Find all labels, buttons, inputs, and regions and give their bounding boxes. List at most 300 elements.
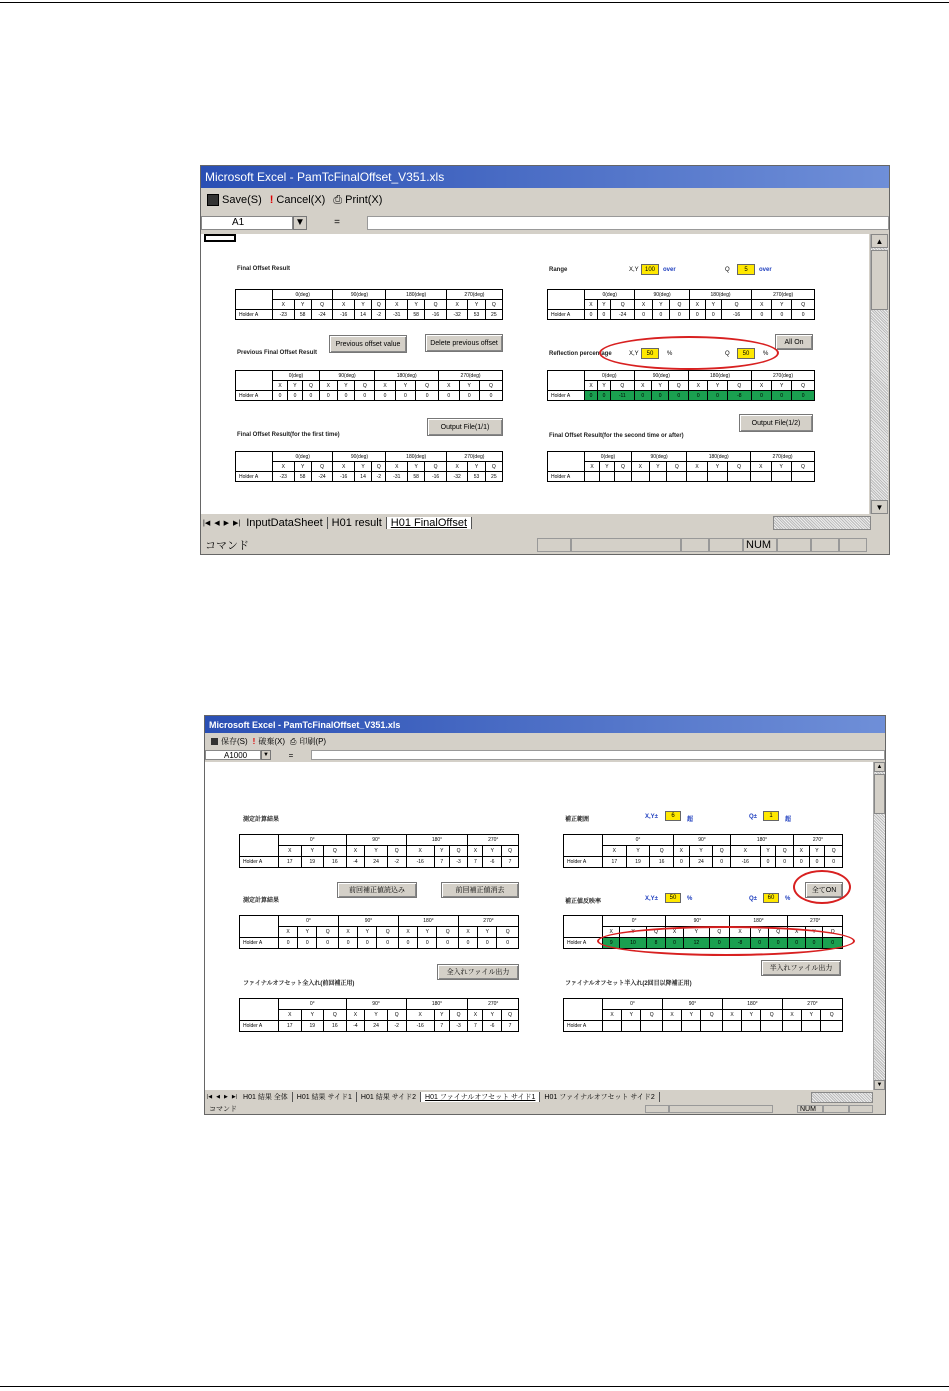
- value-cell[interactable]: 0: [598, 391, 611, 401]
- value-cell[interactable]: [599, 472, 614, 482]
- value-cell[interactable]: [728, 472, 751, 482]
- output-file-1-button[interactable]: Output File(1/1): [427, 418, 503, 436]
- sheet-tab-active[interactable]: H01 ファイナルオフセット サイド1: [421, 1092, 540, 1102]
- angle-header: 270°: [468, 835, 519, 846]
- value-cell[interactable]: 0: [708, 391, 727, 401]
- axis-header: Q: [372, 462, 386, 472]
- value-cell[interactable]: [782, 1021, 801, 1032]
- value-cell[interactable]: 0: [652, 310, 669, 320]
- value-cell[interactable]: 0: [437, 938, 459, 949]
- refl-q-input[interactable]: 50: [737, 348, 755, 359]
- sheet-tab-bar: [205, 1091, 885, 1102]
- value-cell[interactable]: [662, 1021, 681, 1032]
- value-cell[interactable]: 17: [279, 857, 302, 868]
- angle-header: 0°: [603, 999, 663, 1010]
- save-button[interactable]: [207, 194, 262, 206]
- value-cell[interactable]: 0: [395, 391, 415, 401]
- sheet-tab[interactable]: H01 結果 サイド1: [293, 1092, 357, 1102]
- angle-header: 270°: [458, 916, 518, 927]
- value-cell[interactable]: 0: [479, 391, 502, 401]
- value-cell[interactable]: 0: [634, 391, 651, 401]
- refl-xy-label: X,Y±: [645, 896, 658, 902]
- value-cell[interactable]: 12: [683, 938, 709, 949]
- value-cell[interactable]: -16: [333, 472, 355, 482]
- status-bar: [201, 536, 889, 554]
- cancel-label: Cancel(X): [276, 194, 326, 206]
- angle-header: 0°: [279, 835, 347, 846]
- value-cell[interactable]: 24: [689, 857, 713, 868]
- axis-header: Y: [705, 300, 721, 310]
- value-cell[interactable]: 0: [585, 391, 598, 401]
- formula-bar: [205, 749, 885, 761]
- axis-header: X: [687, 462, 707, 472]
- tab-nav-first-icon[interactable]: |◀: [207, 1093, 213, 1100]
- row-label: Holder A: [564, 938, 603, 949]
- value-cell[interactable]: [631, 472, 649, 482]
- value-cell[interactable]: 0: [459, 391, 479, 401]
- value-cell[interactable]: -3: [449, 1021, 468, 1032]
- value-cell[interactable]: -2: [387, 1021, 406, 1032]
- value-cell[interactable]: 0: [669, 391, 689, 401]
- scroll-thumb[interactable]: [871, 250, 888, 310]
- value-cell[interactable]: [667, 472, 687, 482]
- previous-offset-table: [239, 915, 519, 949]
- value-cell[interactable]: -16: [721, 310, 751, 320]
- value-cell[interactable]: -31: [386, 472, 408, 482]
- value-cell[interactable]: 7: [434, 1021, 449, 1032]
- value-cell[interactable]: 0: [776, 857, 794, 868]
- value-cell[interactable]: -2: [372, 310, 386, 320]
- value-cell[interactable]: 25: [485, 310, 502, 320]
- value-cell[interactable]: 0: [752, 310, 772, 320]
- sheet-tab[interactable]: H01 ファイナルオフセット サイド2: [540, 1092, 659, 1102]
- axis-header: Q: [792, 381, 815, 391]
- value-cell[interactable]: 9: [603, 938, 620, 949]
- value-cell[interactable]: [791, 472, 814, 482]
- value-cell[interactable]: 0: [788, 938, 805, 949]
- angle-header: 0(deg): [273, 290, 333, 300]
- value-cell[interactable]: 7: [434, 857, 449, 868]
- axis-header: Q: [646, 927, 666, 938]
- status-num-indicator: NUM: [797, 1105, 823, 1113]
- value-cell[interactable]: 0: [302, 391, 319, 401]
- print-button[interactable]: [333, 194, 382, 207]
- worksheet-area[interactable]: [201, 234, 869, 514]
- angle-header: 90°: [662, 999, 722, 1010]
- value-cell[interactable]: 0: [337, 391, 355, 401]
- range-q-unit: over: [759, 267, 772, 273]
- value-cell[interactable]: -2: [387, 857, 406, 868]
- sheet-tab[interactable]: H01 結果 全体: [239, 1092, 293, 1102]
- angle-header: 0(deg): [585, 371, 635, 381]
- value-cell[interactable]: 0: [713, 857, 731, 868]
- value-cell[interactable]: [742, 1021, 761, 1032]
- value-cell[interactable]: [614, 472, 631, 482]
- value-cell[interactable]: -4: [346, 1021, 365, 1032]
- value-cell[interactable]: 24: [365, 857, 388, 868]
- second-time-table: [563, 998, 843, 1032]
- value-cell[interactable]: 0: [674, 857, 690, 868]
- axis-header: Y: [751, 927, 768, 938]
- value-cell[interactable]: [641, 1021, 663, 1032]
- angle-header: 90°: [674, 835, 731, 846]
- value-cell[interactable]: 17: [603, 857, 627, 868]
- value-cell[interactable]: -23: [273, 472, 295, 482]
- value-cell[interactable]: 16: [324, 1021, 347, 1032]
- value-cell[interactable]: 58: [408, 310, 425, 320]
- tab-nav-prev-icon[interactable]: ◀: [216, 1093, 221, 1100]
- axis-header: Q: [449, 1010, 468, 1021]
- value-cell[interactable]: 0: [317, 938, 339, 949]
- value-cell[interactable]: -4: [346, 857, 365, 868]
- delete-previous-button[interactable]: 前回補正値消去: [441, 882, 519, 898]
- scroll-up-icon[interactable]: ▲: [871, 234, 888, 248]
- value-cell[interactable]: 58: [294, 310, 311, 320]
- value-cell[interactable]: 0: [760, 857, 776, 868]
- value-cell[interactable]: 0: [751, 938, 768, 949]
- previous-offset-button[interactable]: 前回補正値読込み: [337, 882, 417, 898]
- value-cell[interactable]: 0: [279, 938, 298, 949]
- axis-header: Q: [311, 462, 333, 472]
- status-cell: [571, 538, 681, 552]
- status-cell: [537, 538, 571, 552]
- cancel-button[interactable]: [253, 736, 285, 747]
- value-cell[interactable]: -16: [730, 857, 760, 868]
- value-cell[interactable]: -16: [333, 310, 355, 320]
- axis-header: Y: [742, 1010, 761, 1021]
- value-cell[interactable]: 0: [458, 938, 477, 949]
- value-cell[interactable]: 16: [650, 857, 674, 868]
- angle-header: 90(deg): [319, 371, 374, 381]
- first-time-title: Final Offset Result(for the first time): [237, 432, 340, 438]
- axis-header: Y: [689, 846, 713, 857]
- sheet-tab[interactable]: H01 result: [328, 517, 387, 529]
- row-label: Holder A: [564, 857, 603, 868]
- axis-header: Q: [485, 462, 502, 472]
- value-cell[interactable]: 14: [354, 310, 371, 320]
- formula-input[interactable]: [311, 750, 885, 760]
- axis-header: X: [782, 1010, 801, 1021]
- value-cell[interactable]: [603, 1021, 622, 1032]
- value-cell[interactable]: 0: [273, 391, 288, 401]
- value-cell[interactable]: [707, 472, 727, 482]
- value-cell[interactable]: 0: [375, 391, 395, 401]
- axis-header: Q: [761, 1010, 783, 1021]
- axis-header: X: [446, 300, 468, 310]
- value-cell[interactable]: -31: [386, 310, 408, 320]
- value-cell[interactable]: 0: [377, 938, 399, 949]
- value-cell[interactable]: -16: [406, 857, 434, 868]
- value-cell[interactable]: -6: [483, 857, 502, 868]
- value-cell[interactable]: 0: [809, 857, 825, 868]
- value-cell[interactable]: 0: [666, 938, 683, 949]
- value-cell[interactable]: 19: [626, 857, 650, 868]
- all-on-button[interactable]: 全てON: [805, 882, 843, 898]
- value-cell[interactable]: 0: [439, 391, 459, 401]
- angle-header: 90(deg): [333, 452, 386, 462]
- value-cell[interactable]: 0: [416, 391, 439, 401]
- value-cell[interactable]: 17: [279, 1021, 302, 1032]
- value-cell[interactable]: 0: [792, 391, 815, 401]
- value-cell[interactable]: 58: [408, 472, 425, 482]
- value-cell[interactable]: 0: [805, 938, 822, 949]
- axis-header: X: [333, 462, 355, 472]
- angle-header: 270°: [793, 835, 842, 846]
- value-cell[interactable]: 0: [793, 857, 809, 868]
- value-cell[interactable]: 16: [324, 857, 347, 868]
- refl-xy-label: X,Y: [629, 351, 639, 357]
- value-cell[interactable]: [622, 1021, 641, 1032]
- value-cell[interactable]: 0: [689, 310, 705, 320]
- scroll-up-icon[interactable]: ▲: [874, 762, 885, 772]
- scroll-down-icon[interactable]: ▼: [871, 500, 888, 514]
- value-cell[interactable]: 0: [358, 938, 377, 949]
- status-cell: [823, 1105, 849, 1113]
- angle-header: 0(deg): [585, 290, 635, 300]
- value-cell[interactable]: [751, 472, 771, 482]
- axis-header: X: [279, 927, 298, 938]
- axis-header: X: [729, 927, 751, 938]
- row-label: Holder A: [548, 472, 585, 482]
- value-cell[interactable]: 0: [298, 938, 317, 949]
- tab-nav-next-icon[interactable]: ▶: [224, 1093, 228, 1100]
- tab-nav-first-icon[interactable]: |◀: [203, 519, 211, 527]
- value-cell[interactable]: 0: [651, 391, 668, 401]
- tab-nav-next-icon[interactable]: ▶: [223, 519, 229, 527]
- printer-icon: ⎙: [333, 193, 343, 206]
- worksheet-area[interactable]: [205, 762, 873, 1090]
- name-box-dropdown-icon[interactable]: ▼: [261, 750, 271, 760]
- axis-header: X: [674, 846, 690, 857]
- status-cell: [849, 1105, 873, 1113]
- axis-header: Y: [652, 300, 669, 310]
- value-cell[interactable]: [821, 1021, 843, 1032]
- value-cell[interactable]: 0: [585, 310, 598, 320]
- reflection-title: 補正値反映率: [565, 899, 602, 905]
- value-cell[interactable]: 0: [689, 391, 708, 401]
- sheet-tab[interactable]: InputDataSheet: [242, 517, 327, 529]
- value-cell[interactable]: 0: [398, 938, 417, 949]
- value-cell[interactable]: -23: [273, 310, 295, 320]
- value-cell[interactable]: -16: [425, 472, 447, 482]
- value-cell[interactable]: 58: [294, 472, 311, 482]
- value-cell[interactable]: [701, 1021, 723, 1032]
- value-cell[interactable]: 19: [301, 857, 324, 868]
- corner-cell: [236, 371, 273, 391]
- range-xy-input[interactable]: 6: [665, 811, 681, 821]
- axis-header: X: [585, 300, 598, 310]
- value-cell[interactable]: 0: [752, 391, 772, 401]
- value-cell[interactable]: [649, 472, 667, 482]
- angle-header: 180°: [730, 835, 793, 846]
- value-cell[interactable]: 53: [468, 310, 485, 320]
- value-cell[interactable]: [687, 472, 707, 482]
- range-title: 補正範囲: [565, 817, 590, 823]
- floppy-disk-icon: [207, 194, 219, 206]
- tab-nav-last-icon[interactable]: ▶|: [232, 519, 241, 527]
- value-cell[interactable]: 8: [646, 938, 666, 949]
- refl-q-unit: %: [763, 351, 769, 357]
- reflection-table: [547, 370, 815, 401]
- sheet-tab[interactable]: H01 結果 サイド2: [357, 1092, 421, 1102]
- value-cell[interactable]: -24: [311, 472, 333, 482]
- angle-header: 180°: [406, 999, 468, 1010]
- axis-header: X: [386, 462, 408, 472]
- value-cell[interactable]: 0: [710, 938, 730, 949]
- final-offset-title: 測定計算結果: [243, 817, 280, 823]
- value-cell[interactable]: 14: [354, 472, 371, 482]
- value-cell[interactable]: -32: [446, 472, 468, 482]
- value-cell[interactable]: [771, 472, 791, 482]
- status-text: コマンド: [209, 1106, 237, 1113]
- status-cell: [681, 538, 709, 552]
- angle-header: 90°: [338, 916, 398, 927]
- axis-header: Y: [772, 381, 792, 391]
- value-cell[interactable]: 53: [468, 472, 485, 482]
- value-cell[interactable]: 0: [478, 938, 497, 949]
- value-cell[interactable]: -6: [483, 1021, 502, 1032]
- value-cell[interactable]: 0: [287, 391, 302, 401]
- value-cell[interactable]: -24: [610, 310, 635, 320]
- refl-xy-input[interactable]: 50: [641, 348, 659, 359]
- refl-q-input[interactable]: 60: [763, 893, 779, 903]
- angle-header: 90(deg): [635, 290, 689, 300]
- value-cell[interactable]: 0: [635, 310, 652, 320]
- corner-cell: [548, 290, 585, 310]
- value-cell[interactable]: -8: [727, 391, 751, 401]
- value-cell[interactable]: 19: [301, 1021, 324, 1032]
- value-cell[interactable]: 7: [468, 857, 483, 868]
- vertical-scrollbar[interactable]: [873, 762, 885, 1090]
- angle-header: 180°: [398, 916, 458, 927]
- value-cell[interactable]: 0: [670, 310, 690, 320]
- axis-header: Y: [365, 1010, 388, 1021]
- axis-header: Q: [372, 300, 386, 310]
- sheet-tab-active[interactable]: H01 FinalOffset: [387, 517, 472, 529]
- value-cell[interactable]: 0: [355, 391, 375, 401]
- value-cell[interactable]: 0: [418, 938, 437, 949]
- tab-nav-last-icon[interactable]: ▶|: [231, 1093, 238, 1100]
- value-cell[interactable]: 0: [338, 938, 357, 949]
- range-xy-input[interactable]: 100: [641, 264, 659, 275]
- corner-cell: [240, 835, 279, 857]
- value-cell[interactable]: [682, 1021, 701, 1032]
- value-cell[interactable]: [722, 1021, 741, 1032]
- value-cell[interactable]: 0: [825, 857, 843, 868]
- status-cell: [669, 1105, 773, 1113]
- cancel-button[interactable]: [270, 194, 326, 206]
- name-box-dropdown-icon[interactable]: ▼: [293, 216, 307, 230]
- row-label: Holder A: [236, 391, 273, 401]
- horizontal-scrollbar[interactable]: [773, 516, 871, 530]
- value-cell[interactable]: -2: [372, 472, 386, 482]
- angle-header: 90(deg): [631, 452, 686, 462]
- red-highlight-ellipse: [599, 336, 779, 370]
- axis-header: Q: [425, 300, 447, 310]
- value-cell[interactable]: [802, 1021, 821, 1032]
- axis-header: Q: [701, 1010, 723, 1021]
- value-cell[interactable]: -16: [406, 1021, 434, 1032]
- refl-q-label: Q±: [749, 896, 757, 902]
- tab-nav-prev-icon[interactable]: ◀: [214, 519, 220, 527]
- value-cell[interactable]: 0: [768, 938, 788, 949]
- value-cell[interactable]: 10: [620, 938, 646, 949]
- axis-header: Q: [416, 381, 439, 391]
- axis-header: Q: [387, 1010, 406, 1021]
- angle-header: 90(deg): [634, 371, 689, 381]
- axis-header: Q: [710, 927, 730, 938]
- previous-offset-title: Previous Final Offset Result: [237, 350, 318, 356]
- value-cell[interactable]: 24: [365, 1021, 388, 1032]
- value-cell[interactable]: 0: [823, 938, 843, 949]
- value-cell[interactable]: 25: [485, 472, 502, 482]
- value-cell[interactable]: 7: [468, 1021, 483, 1032]
- value-cell[interactable]: 7: [502, 1021, 519, 1032]
- value-cell[interactable]: 0: [319, 391, 337, 401]
- delete-previous-button[interactable]: Delete previous offset: [425, 334, 503, 352]
- all-on-button[interactable]: All On: [775, 334, 813, 350]
- selected-cell-a1[interactable]: [204, 234, 236, 242]
- value-cell[interactable]: 0: [772, 391, 792, 401]
- axis-header: Q: [727, 381, 751, 391]
- value-cell[interactable]: [761, 1021, 783, 1032]
- range-q-input[interactable]: 5: [737, 264, 755, 275]
- value-cell[interactable]: 0: [705, 310, 721, 320]
- value-cell[interactable]: -11: [611, 391, 635, 401]
- name-box[interactable]: [205, 750, 261, 760]
- corner-cell: [240, 916, 279, 938]
- scroll-thumb[interactable]: [874, 774, 885, 814]
- axis-header: X: [468, 1010, 483, 1021]
- final-offset-title: Final Offset Result: [237, 266, 291, 272]
- first-time-table: [235, 451, 503, 482]
- value-cell[interactable]: -8: [729, 938, 751, 949]
- range-q-input[interactable]: 1: [763, 811, 779, 821]
- scroll-down-icon[interactable]: ▼: [874, 1080, 885, 1090]
- print-button[interactable]: [290, 736, 326, 747]
- previous-offset-button[interactable]: Previous offset value: [329, 335, 407, 353]
- save-button[interactable]: [211, 736, 248, 747]
- output-file-2-button[interactable]: 半入れファイル出力: [761, 960, 841, 976]
- output-file-2-button[interactable]: Output File(1/2): [739, 414, 813, 432]
- vertical-scrollbar[interactable]: [870, 234, 888, 514]
- value-cell[interactable]: 0: [772, 310, 792, 320]
- horizontal-scrollbar[interactable]: [811, 1092, 873, 1103]
- value-cell[interactable]: -32: [446, 310, 468, 320]
- axis-header: Y: [468, 462, 485, 472]
- angle-header: 180°: [729, 916, 788, 927]
- value-cell[interactable]: 0: [792, 310, 815, 320]
- row-label: Holder A: [564, 1021, 603, 1032]
- axis-header: Q: [721, 300, 751, 310]
- output-file-1-button[interactable]: 全入れファイル出力: [437, 964, 519, 980]
- refl-xy-input[interactable]: 50: [665, 893, 681, 903]
- value-cell[interactable]: -16: [425, 310, 447, 320]
- formula-input[interactable]: [367, 216, 889, 230]
- value-cell[interactable]: -24: [311, 310, 333, 320]
- value-cell[interactable]: [585, 472, 600, 482]
- value-cell[interactable]: 0: [497, 938, 519, 949]
- name-box[interactable]: [201, 216, 293, 230]
- value-cell[interactable]: 0: [597, 310, 610, 320]
- axis-header: X: [603, 927, 620, 938]
- value-cell[interactable]: 7: [502, 857, 519, 868]
- final-offset-table: [235, 289, 503, 320]
- axis-header: X: [439, 381, 459, 391]
- value-cell[interactable]: -3: [449, 857, 468, 868]
- angle-header: 0°: [279, 916, 339, 927]
- axis-header: Y: [298, 927, 317, 938]
